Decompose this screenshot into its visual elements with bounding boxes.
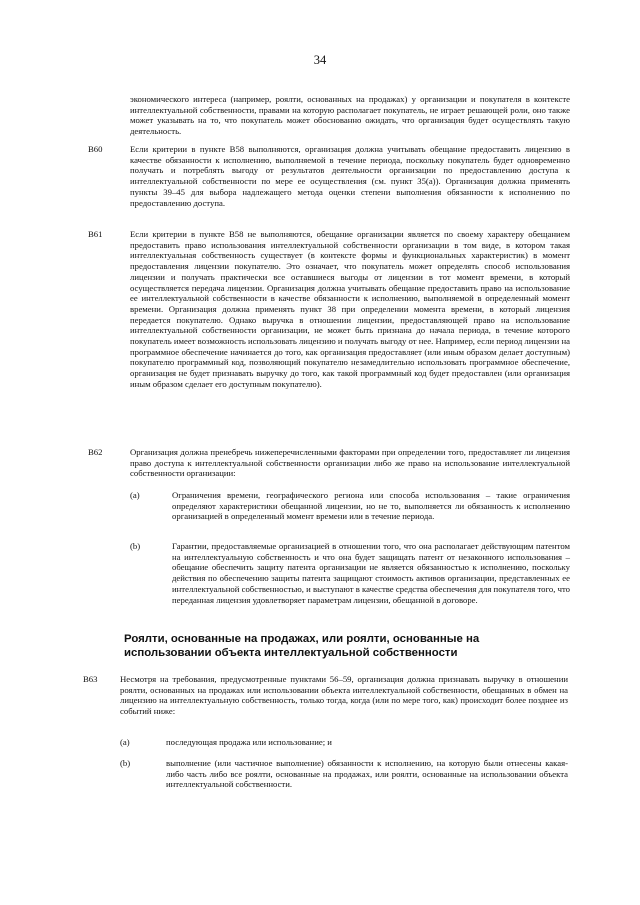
list-item-b62-b: Гарантии, предоставляемые организацией в отношении того, что она располагает действующим патентом на интеллектуальную собственность и что она будет защищать патент от незаконного использования – обещание обеспечить защиту патента организации не является обязанностью к исполнению, поскольку действия по обеспечению защиты патента защищают стоимость активов организации, представленных ее интеллектуальной собственностью, и выступают в качестве средства обеспечения для покупателя того, что переданная лицензия удовлетворяет параметрам лицензии, обещанной в договоре.	[172, 541, 570, 605]
paragraph-b61: Если критерии в пункте B58 не выполняются, обещание организации является по своему характеру обещанием предоставить право использования интеллектуальной собственности организации в том виде, в котором такая интеллектуальная собственность существует (в контексте формы и функциональных характеристик) в момент предоставления лицензии покупателю. Это означает, что покупатель может определять способ использования лицензии и получать практически все оставшиеся выгоды от лицензии в тот момент времени, в который осуществляется передача лицензии. Организация должна учитывать обещание предоставить право на использование ее интеллектуальной собственности в качестве обязанности к исполнению, выполняемой в определенный момент времени. Организация должна применять пункт 38 при определении момента времени, в который лицензия передается покупателю. Однако выручка в отношении лицензии, предоставляющей право на использование интеллектуальной собственности организации, не может быть признана до начала периода, в течение которого покупатель имеет возможность использовать лицензию и получать выгоду от нее. Например, если период лицензии на программное обеспечение начинается до того, как организация предоставляет (или иным образом делает доступным) покупателю программный код, позволяющий покупателю незамедлительно использовать программное обеспечение, организация не будет признавать выручку до того, как такой программный код будет предоставлен (или организация иным образом сделает его доступным покупателю).	[130, 229, 570, 389]
list-label-b62-b: (b)	[130, 541, 141, 551]
list-item-b63-b: выполнение (или частичное выполнение) обязанности к исполнению, на которую были отнесены какая-либо часть либо все роялти, основанные на продажах, или роялти, основанные на использовании объекта интеллектуальной собственности.	[166, 758, 568, 790]
list-item-b63-a: последующая продажа или использование; и	[166, 737, 332, 747]
paragraph-label-b61: B61	[88, 229, 103, 239]
paragraph-label-b63: B63	[83, 674, 98, 684]
section-heading: Роялти, основанные на продажах, или роялти, основанные на использовании объекта интеллектуальной собственности	[124, 633, 480, 659]
paragraph-label-b60: B60	[88, 144, 103, 154]
list-item-b62-a: Ограничения времени, географического региона или способа использования – такие ограничения определяют характеристики обещанной лицензии, но не то, выполняется ли обязанность к исполнению организацией в определенный момент времени или в течение периода.	[172, 490, 570, 522]
paragraph-b60: Если критерии в пункте B58 выполняются, организация должна учитывать обещание предоставить лицензию в качестве обязанности к исполнению, выполняемой в течение периода, поскольку покупатель будет одновременно получать и потреблять выгоду от результатов деятельности организации по предоставлению доступа к интеллектуальной собственности по мере ее осуществления (см. пункт 35(a)). Организация должна применять пункты 39–45 для выбора надлежащего метода оценки степени выполнения обязанности к исполнению по предоставлению доступа.	[130, 144, 570, 208]
intro-paragraph: экономического интереса (например, роялти, основанных на продажах) у организации и покупателя в контексте интеллектуальной собственности, правами на которую располагает покупатель, не играет решающей роли, оно также может указывать на то, что покупатель может обоснованно ожидать, что организация будет осуществлять такую деятельность.	[130, 94, 570, 137]
paragraph-b62: Организация должна пренебречь нижеперечисленными факторами при определении того, предоставляет ли лицензия право доступа к интеллектуальной собственности организации либо же право на использование интеллектуальной собственности организации:	[130, 447, 570, 479]
paragraph-b63: Несмотря на требования, предусмотренные пунктами 56–59, организация должна признавать выручку в отношении роялти, основанных на продажах или использовании объекта интеллектуальной собственности, обещанных в обмен на лицензию на интеллектуальную собственность, только тогда, когда (или по мере того, как) происходит более позднее из событий ниже:	[120, 674, 568, 717]
list-label-b62-a: (a)	[130, 490, 140, 500]
list-label-b63-a: (a)	[120, 737, 130, 747]
list-label-b63-b: (b)	[120, 758, 131, 768]
page-number: 34	[313, 53, 327, 67]
paragraph-label-b62: B62	[88, 447, 103, 457]
